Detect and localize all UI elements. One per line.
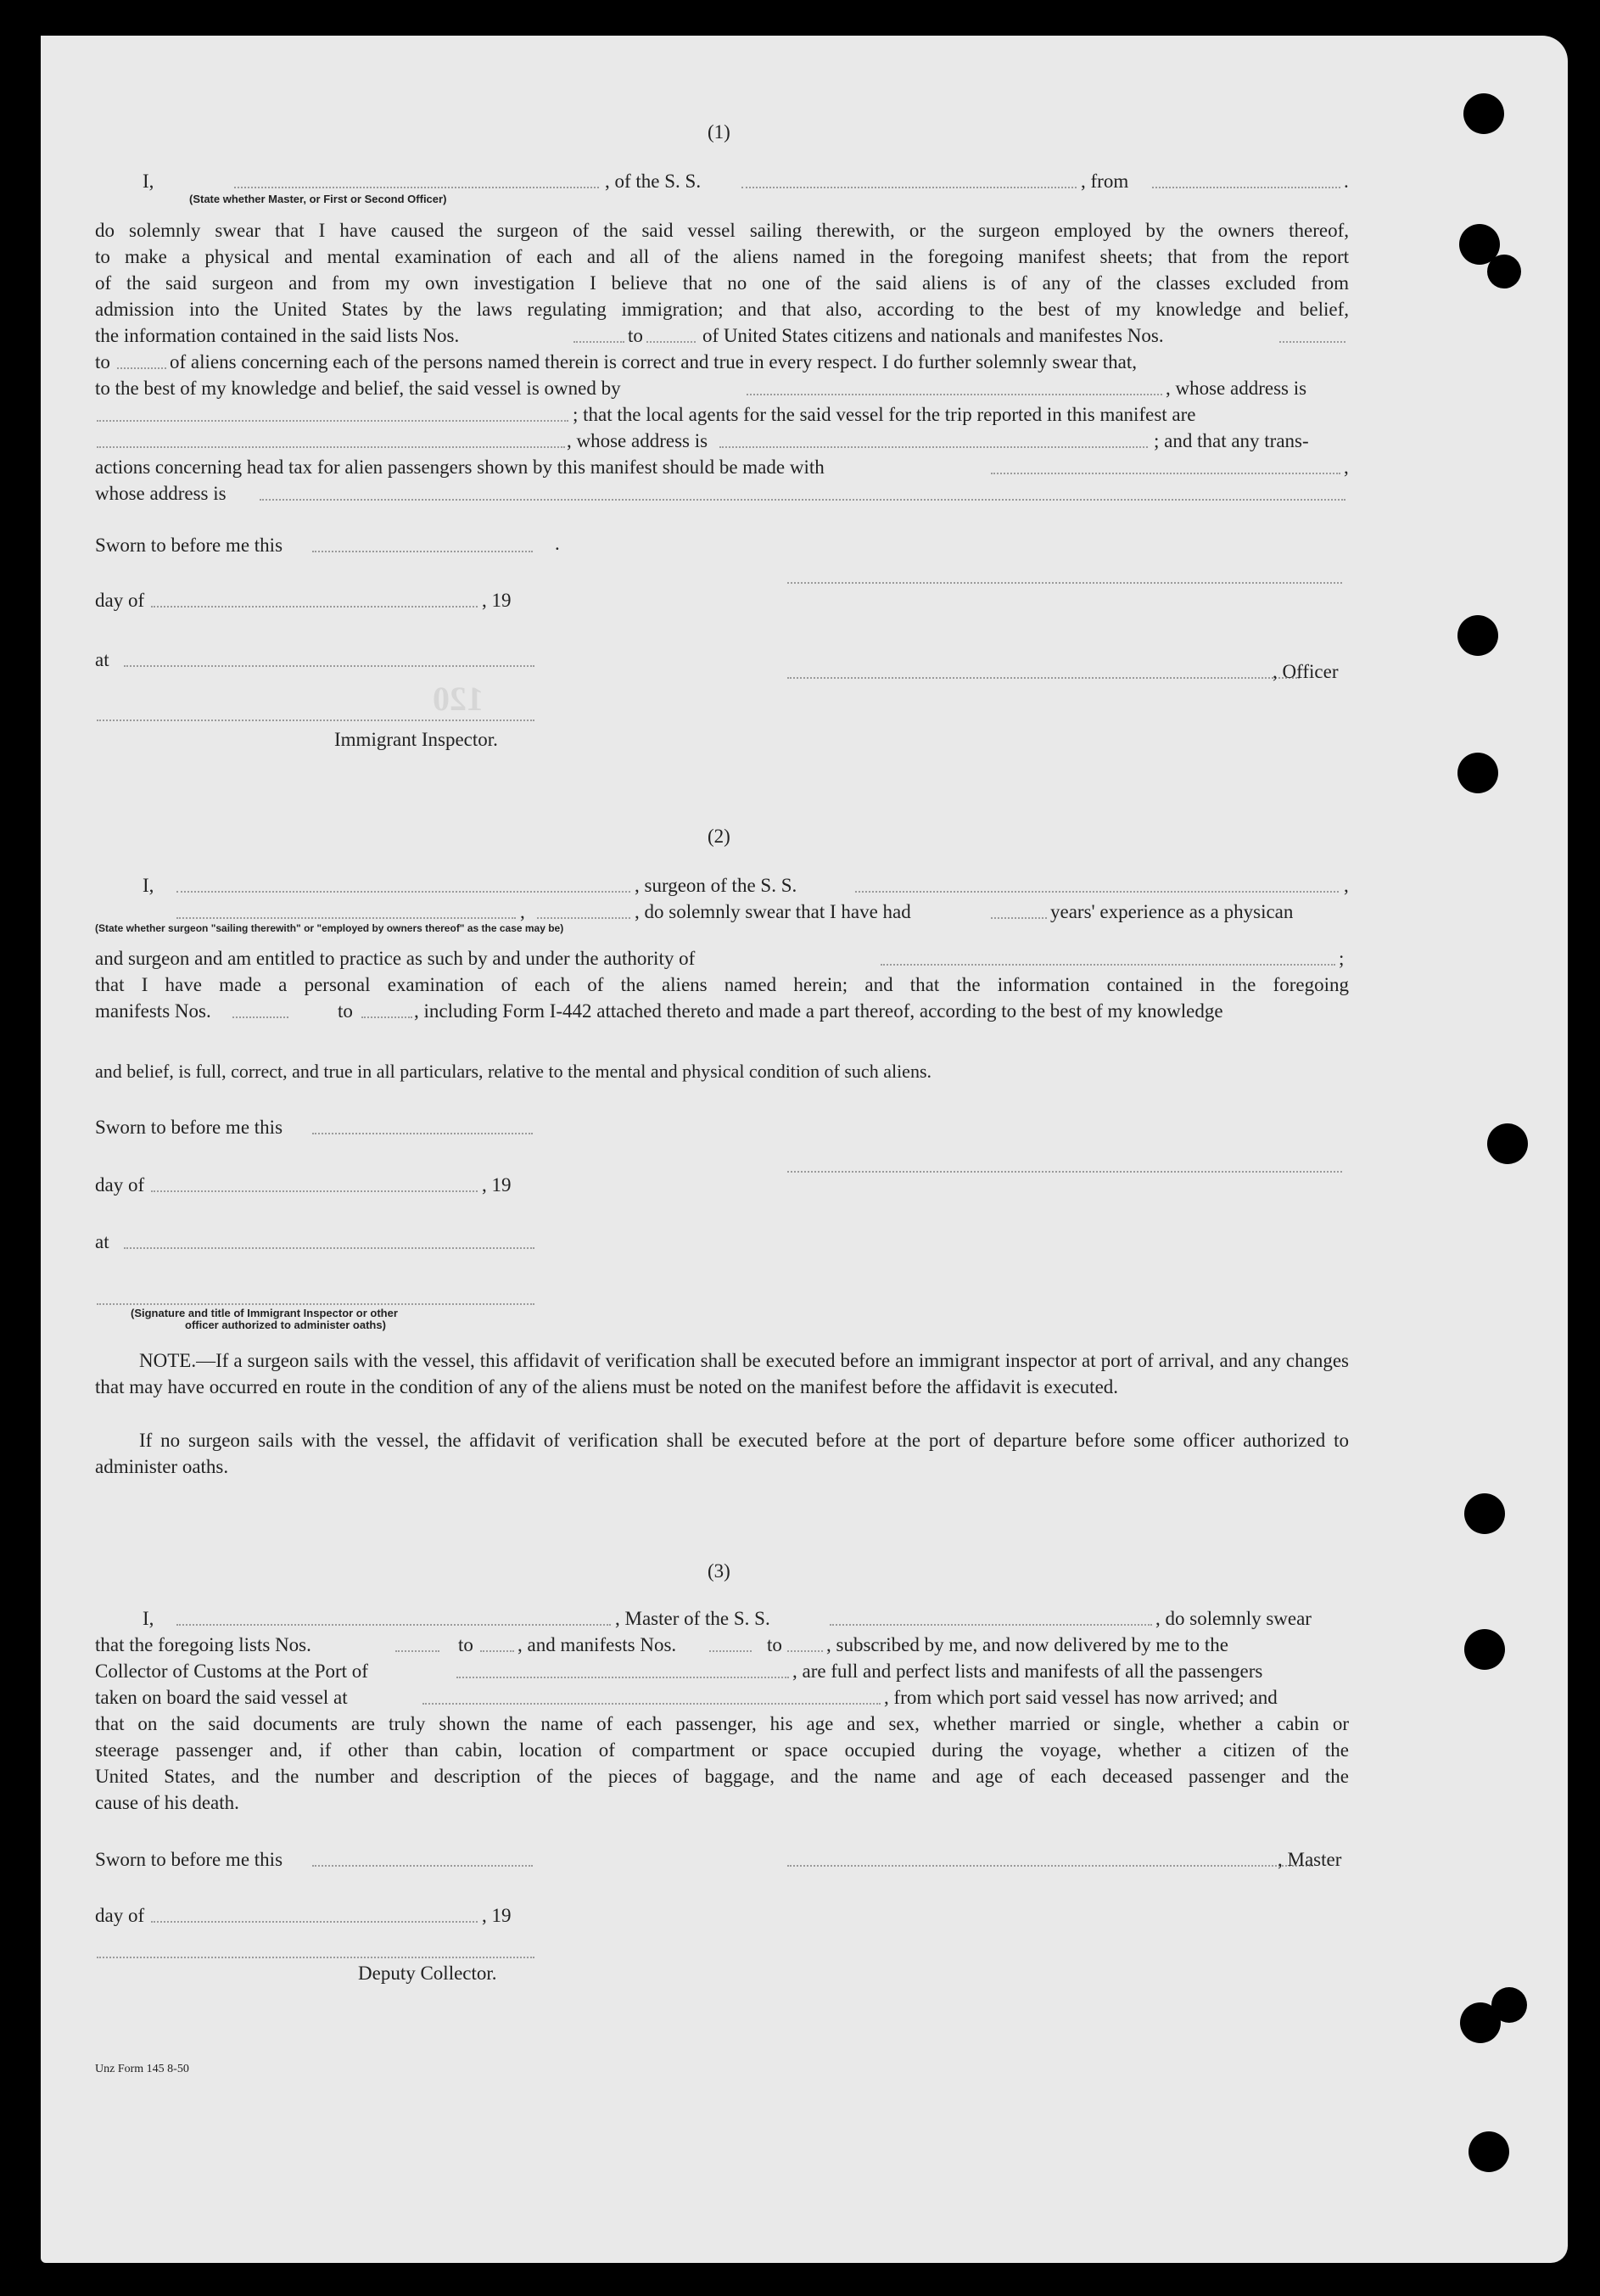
s3-text-line: United States, and the number and description of the pieces of baggage, and the name and age of each deceased passenger and the [95, 1766, 1349, 1787]
s3-text: , are full and perfect lists and manifests of all the passengers [792, 1660, 1263, 1682]
s1-signature-field[interactable] [787, 582, 1342, 584]
s2-manifest-from-field[interactable] [232, 1016, 288, 1018]
s2-line2-comma: , [520, 901, 525, 922]
s1-sworn-end: . [555, 533, 560, 554]
from-port-field[interactable] [1152, 187, 1340, 188]
s1-text-line: do solemnly swear that I have caused the surgeon of the said vessel sailing therewith, or the surgeon employed by the owners thereof, [95, 220, 1349, 241]
punch-hole [1457, 615, 1498, 656]
surgeon-name-field[interactable] [176, 891, 630, 893]
punch-hole [1487, 1123, 1528, 1164]
s2-place-field[interactable] [124, 1247, 534, 1249]
s1-text: , whose address is [567, 430, 708, 451]
surgeon-type-field[interactable] [176, 917, 516, 919]
collector-port-field[interactable] [456, 1677, 789, 1678]
s2-line2-swear: , do solemnly swear that I have had [635, 901, 911, 922]
s1-place-field[interactable] [124, 665, 534, 667]
s1-text: the information contained in the said lists Nos. [95, 325, 460, 346]
s2-signature-field[interactable] [787, 1171, 1342, 1173]
embark-port-field[interactable] [422, 1703, 881, 1705]
s2-month-field[interactable] [151, 1190, 478, 1192]
s3-lists-to-field[interactable] [480, 1650, 514, 1652]
s3-line1-swear: , do solemnly swear [1155, 1608, 1312, 1629]
master-name-field[interactable] [234, 187, 599, 188]
s1-text: of United States citizens and nationals and manifestes Nos. [702, 325, 1164, 346]
s1-inspector-sig-field[interactable] [97, 720, 534, 721]
s3-collector-sig-field[interactable] [97, 1957, 534, 1958]
s3-text: cause of his death. [95, 1792, 239, 1813]
s2-ship-name-field[interactable] [855, 891, 1339, 893]
s3-master-name-field[interactable] [176, 1624, 611, 1626]
s1-line1-from: , from [1081, 171, 1129, 192]
s2-line2-years: years' experience as a physican [1050, 901, 1294, 922]
s2-note-paragraph: NOTE.—If a surgeon sails with the vessel, this affidavit of verification shall be executed before an immigrant inspector at port of arrival, and any changes that may have occurred en route in the condition of any of the aliens must be noted on the manifest before the affidavit is executed. [95, 1350, 1349, 1397]
agents-address-field[interactable] [719, 446, 1148, 448]
s1-text: , whose address is [1166, 378, 1307, 399]
s1-text-line: of the said surgeon and from my own investigation I believe that no one of the said aliens is of any of the classes excluded from [95, 272, 1349, 294]
section-1-heading: (1) [708, 121, 730, 143]
s3-text: to [458, 1634, 473, 1655]
s2-line1-i: I, [143, 875, 154, 896]
punch-hole [1464, 1493, 1505, 1534]
s1-sworn-label: Sworn to before me this [95, 535, 283, 556]
manifests-to-field[interactable] [117, 367, 166, 369]
s2-inspector-sig-field[interactable] [97, 1303, 534, 1305]
s3-year-label: , 19 [482, 1905, 512, 1926]
punch-hole [1457, 753, 1498, 793]
s1-text-line: to make a physical and mental examination of each and all of the aliens named in the foregoing manifest sheets; that from the report [95, 246, 1349, 267]
s1-text: actions concerning head tax for alien passengers shown by this manifest should be made with [95, 456, 825, 478]
s3-sworn-date-field[interactable] [312, 1865, 533, 1867]
s2-sig-note-2: officer authorized to administer oaths) [185, 1319, 386, 1331]
s3-master-label: , Master [1278, 1849, 1342, 1870]
head-tax-address-field[interactable] [260, 499, 1345, 501]
s2-text: and belief, is full, correct, and true in all particulars, relative to the mental and physical condition of such aliens. [95, 1061, 932, 1082]
s3-text: taken on board the said vessel at [95, 1687, 348, 1708]
s3-text: , subscribed by me, and now delivered by me to the [826, 1634, 1228, 1655]
s3-text-line: steerage passenger and, if other than cabin, location of compartment or space occupied during the voyage, whether a citizen of the [95, 1739, 1349, 1761]
s3-manifests-from-field[interactable] [709, 1650, 752, 1652]
s3-lists-from-field[interactable] [395, 1650, 439, 1652]
s1-text: to [95, 351, 110, 372]
ship-name-field[interactable] [741, 187, 1077, 188]
s3-month-field[interactable] [151, 1921, 478, 1923]
s2-sworn-date-field[interactable] [312, 1133, 533, 1134]
s1-officer-sig-field[interactable] [787, 677, 1300, 679]
s1-text: whose address is [95, 483, 227, 504]
s1-inspector-label: Immigrant Inspector. [334, 729, 498, 750]
form-number: Unz Form 145 8-50 [95, 2063, 189, 2075]
s3-line1-i: I, [143, 1608, 154, 1629]
form-page [41, 36, 1568, 2263]
s2-line1-end: , [1344, 875, 1349, 896]
head-tax-contact-field[interactable] [991, 473, 1340, 474]
s3-text: to [767, 1634, 782, 1655]
agents-field[interactable] [97, 446, 565, 448]
punch-hole [1491, 1987, 1527, 2023]
s1-faint-stamp: 120 [433, 680, 484, 718]
s3-text: Collector of Customs at the Port of [95, 1660, 368, 1682]
s1-text-line: admission into the United States by the laws regulating immigration; and that also, according to the best of my knowledge and belief, [95, 299, 1349, 320]
s3-text: that the foregoing lists Nos. [95, 1634, 311, 1655]
owner-address-field[interactable] [97, 420, 568, 422]
punch-hole [1464, 1629, 1505, 1670]
s3-dayof-label: day of [95, 1905, 145, 1926]
s3-line1-master: , Master of the S. S. [615, 1608, 770, 1629]
s2-note-paragraph-2: If no surgeon sails with the vessel, the affidavit of verification shall be executed before at the port of departure before some officer authorized to administer oaths. [95, 1430, 1349, 1477]
s2-text: ; [1339, 948, 1345, 969]
s3-master-sig-field[interactable] [787, 1865, 1313, 1867]
s1-line1-i: I, [143, 171, 154, 192]
s1-line1-end: . [1344, 171, 1349, 192]
s3-ship-name-field[interactable] [830, 1624, 1152, 1626]
section-2-heading: (2) [708, 826, 730, 847]
s1-year-label: , 19 [482, 590, 512, 611]
manifests-from-field[interactable] [1279, 341, 1345, 343]
authority-field[interactable] [881, 964, 1335, 966]
lists-from-field[interactable] [573, 341, 624, 343]
s1-text: , [1344, 456, 1349, 478]
s2-text: manifests Nos. [95, 1000, 211, 1022]
s3-text: , from which port said vessel has now arrived; and [884, 1687, 1278, 1708]
s2-text: to [338, 1000, 353, 1022]
s3-text-line: that on the said documents are truly shown the name of each passenger, his age and sex, whether married or single, whether a cabin or [95, 1713, 1349, 1734]
s2-at-label: at [95, 1231, 109, 1252]
s1-month-field[interactable] [151, 606, 478, 608]
s1-text: ; and that any trans- [1154, 430, 1309, 451]
s1-officer-label: , Officer [1273, 661, 1339, 682]
s3-sworn-label: Sworn to before me this [95, 1849, 283, 1870]
s2-manifest-to-field[interactable] [361, 1016, 412, 1018]
lists-to-field[interactable] [646, 341, 696, 343]
s3-manifests-to-field[interactable] [787, 1650, 823, 1652]
s1-at-label: at [95, 649, 109, 670]
s1-line1-of-ss: , of the S. S. [605, 171, 702, 192]
s1-officer-note: (State whether Master, or First or Second Officer) [189, 193, 447, 205]
s1-text: to the best of my knowledge and belief, the said vessel is owned by [95, 378, 621, 399]
punch-hole [1463, 93, 1504, 134]
s2-sworn-label: Sworn to before me this [95, 1117, 283, 1138]
surgeon-type-field-2[interactable] [537, 917, 630, 919]
s2-text: and surgeon and am entitled to practice as such by and under the authority of [95, 948, 696, 969]
s2-text-line: that I have made a personal examination of each of the aliens named herein; and that the information contained in the foregoing [95, 974, 1349, 995]
punch-hole [1469, 2131, 1509, 2172]
s2-line1-surgeon-of: , surgeon of the S. S. [635, 875, 797, 896]
s3-text: , and manifests Nos. [517, 1634, 677, 1655]
years-experience-field[interactable] [991, 917, 1047, 919]
s1-text: to [628, 325, 643, 346]
s2-year-label: , 19 [482, 1174, 512, 1196]
section-3-heading: (3) [708, 1560, 730, 1582]
s1-sworn-date-field[interactable] [312, 551, 533, 552]
owner-field[interactable] [747, 394, 1162, 395]
s2-text: , including Form I-442 attached thereto and made a part thereof, according to the best of my knowledge [414, 1000, 1223, 1022]
s3-deputy-label: Deputy Collector. [358, 1963, 497, 1984]
s2-sig-note-1: (Signature and title of Immigrant Inspector or other [131, 1307, 398, 1319]
s1-text: of aliens concerning each of the persons named therein is correct and true in every respect. I do further solemnly swear that, [170, 351, 1137, 372]
s2-dayof-label: day of [95, 1174, 145, 1196]
s2-surgeon-note: (State whether surgeon "sailing therewith" or "employed by owners thereof" as the case may be) [95, 922, 564, 934]
s1-text: ; that the local agents for the said vessel for the trip reported in this manifest are [573, 404, 1196, 425]
s1-dayof-label: day of [95, 590, 145, 611]
punch-hole [1487, 255, 1521, 288]
